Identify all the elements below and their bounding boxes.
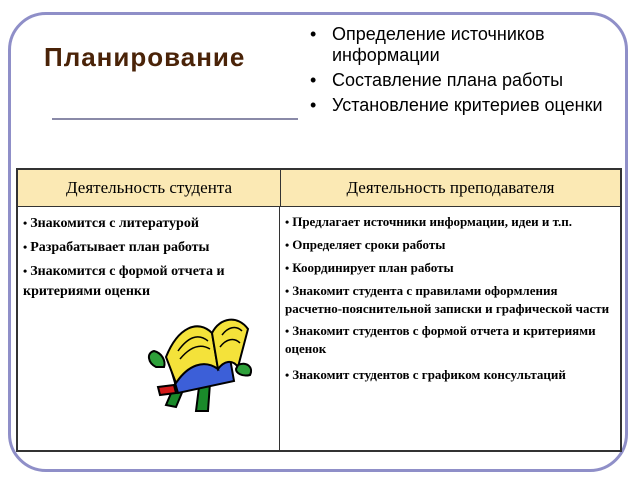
list-item: • Знакомит студентов с формой отчета и критериями оценок [285, 323, 596, 356]
list-item: • Определяет сроки работы [285, 237, 446, 252]
list-item: • Знакомит студентов с графиком консультаций [285, 367, 566, 382]
slide-title: Планирование [44, 42, 246, 72]
table-header [18, 170, 620, 207]
teacher-column [280, 207, 620, 450]
list-item: • Разрабатывает план работы [23, 240, 210, 255]
topic-bullet: • Установление критериев оценки [310, 95, 603, 115]
table-body [18, 207, 620, 450]
header-teacher: Деятельность преподавателя [346, 178, 555, 197]
list-item: • Знакомится с формой отчета и критериями оценки [23, 264, 225, 299]
student-column [18, 207, 280, 450]
topic-bullets [308, 24, 608, 120]
open-book-icon [138, 307, 258, 417]
list-item: • Предлагает источники информации, идеи и т.п. [285, 214, 572, 229]
header-student: Деятельность студента [18, 170, 281, 206]
title-underline [52, 118, 298, 120]
list-item: • Знакомится с литературой [23, 216, 199, 231]
list-item: • Знакомит студента с правилами оформления расчетно-пояснительной записки и графической части [285, 283, 610, 316]
topic-bullet: • Определение источников информации [310, 24, 545, 65]
activity-table [16, 168, 622, 452]
list-item: • Координирует план работы [285, 260, 454, 275]
topic-bullet: • Составление плана работы [310, 70, 564, 90]
